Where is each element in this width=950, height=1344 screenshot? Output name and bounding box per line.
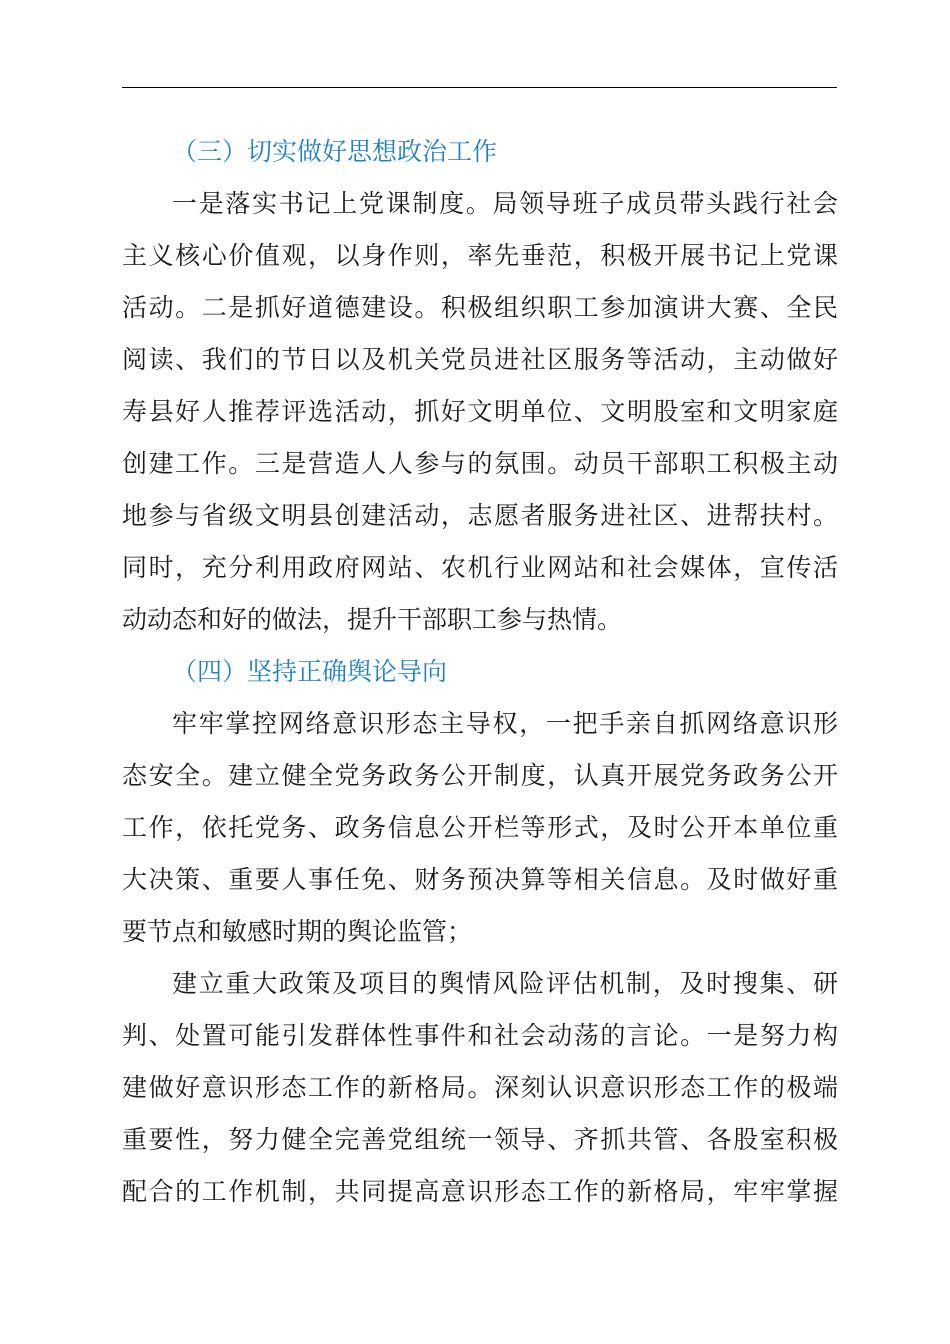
paragraph-line: 态安全。建立健全党务政务公开制度，认真开展党务政务公开	[122, 761, 838, 790]
paragraph-line: 创建工作。三是营造人人参与的氛围。动员干部职工积极主动	[122, 449, 838, 478]
paragraph-line: 要节点和敏感时期的舆论监管；	[122, 917, 473, 946]
section-3-paragraph-1	[122, 178, 838, 646]
paragraph-line: 动动态和好的做法，提升干部职工参与热情。	[122, 605, 623, 634]
paragraph-line: 牢牢掌控网络意识形态主导权，一把手亲自抓网络意识形	[172, 709, 838, 738]
paragraph-line: 大决策、重要人事任免、财务预决算等相关信息。及时做好重	[122, 865, 838, 894]
paragraph-line: 地参与省级文明县创建活动，志愿者服务进社区、进帮扶村。	[122, 501, 838, 530]
section-4-paragraph-2	[122, 958, 838, 1218]
paragraph-line: 一是落实书记上党课制度。局领导班子成员带头践行社会	[172, 189, 838, 218]
paragraph-line: 寿县好人推荐评选活动，抓好文明单位、文明股室和文明家庭	[122, 397, 838, 426]
paragraph-line: 建做好意识形态工作的新格局。深刻认识意识形态工作的极端	[122, 1073, 838, 1102]
paragraph-line: 建立重大政策及项目的舆情风险评估机制，及时搜集、研	[172, 969, 838, 998]
paragraph-line: 判、处置可能引发群体性事件和社会动荡的言论。一是努力构	[122, 1021, 838, 1050]
document-body	[122, 126, 838, 1218]
paragraph-line: 重要性，努力健全完善党组统一领导、齐抓共管、各股室积极	[122, 1125, 838, 1154]
paragraph-line: 工作，依托党务、政务信息公开栏等形式，及时公开本单位重	[122, 813, 838, 842]
paragraph-line: 配合的工作机制，共同提高意识形态工作的新格局，牢牢掌握	[122, 1177, 838, 1206]
section-heading-3: （三）切实做好思想政治工作	[172, 137, 498, 166]
paragraph-line: 主义核心价值观，以身作则，率先垂范，积极开展书记上党课	[122, 241, 838, 270]
paragraph-line: 阅读、我们的节日以及机关党员进社区服务等活动，主动做好	[122, 345, 838, 374]
paragraph-line: 同时，充分利用政府网站、农机行业网站和社会媒体，宣传活	[122, 553, 838, 582]
section-4-paragraph-1	[122, 698, 838, 958]
header-rule	[122, 87, 837, 88]
paragraph-line: 活动。二是抓好道德建设。积极组织职工参加演讲大赛、全民	[122, 293, 838, 322]
section-heading-4: （四）坚持正确舆论导向	[172, 657, 448, 686]
